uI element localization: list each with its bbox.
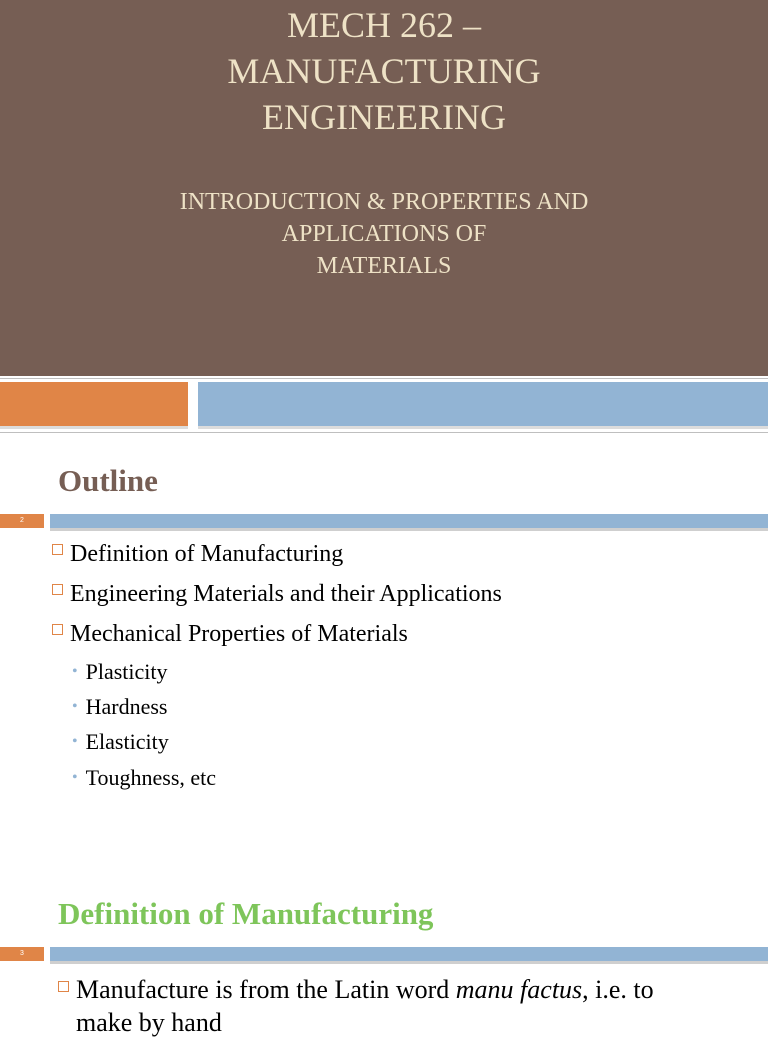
subtitle-line: INTRODUCTION & PROPERTIES AND [179, 189, 589, 215]
slide-number: 2 [0, 514, 44, 528]
bullet-text: Engineering Materials and their Applications [70, 581, 502, 607]
dot-bullet-icon: • [72, 733, 78, 750]
square-bullet-icon [58, 981, 69, 992]
sub-bullet-text: Hardness [85, 694, 168, 719]
main-title-line: MECH 262 – [286, 5, 481, 45]
bullet-text: Mechanical Properties of Materials [70, 621, 408, 647]
title-slide [0, 0, 768, 376]
accent-band-blue [198, 382, 768, 426]
bullet-continuation: make by hand [76, 1008, 222, 1037]
sub-bullet-item [72, 659, 168, 685]
dot-bullet-icon: • [72, 698, 78, 715]
slide-divider [0, 378, 768, 379]
square-bullet-icon [52, 544, 63, 555]
bullet-text: , i.e. to [582, 975, 654, 1004]
slide-header-shadow [50, 961, 768, 964]
sub-bullet-item [72, 729, 169, 755]
sub-bullet-item [72, 765, 216, 791]
bullet-text: Definition of Manufacturing [70, 541, 344, 567]
slide-number: 3 [0, 947, 44, 961]
sub-bullet-text: Elasticity [85, 729, 169, 754]
subtitle-line: APPLICATIONS OF [281, 221, 487, 247]
subtitle [0, 186, 768, 282]
bullet-text: Manufacture is from the Latin word [76, 975, 456, 1004]
slide-header-shadow [50, 528, 768, 531]
band-shadow [198, 426, 768, 429]
bullet-item [58, 975, 654, 1005]
bullet-item [52, 541, 343, 568]
accent-band-orange [0, 382, 188, 426]
slide-heading-definition: Definition of Manufacturing [58, 896, 434, 931]
square-bullet-icon [52, 624, 63, 635]
band-shadow [0, 426, 188, 429]
slide-header-bar [50, 947, 768, 961]
sub-bullet-item [72, 694, 167, 720]
latin-term: manu factus [455, 975, 583, 1004]
slide-heading-outline: Outline [58, 463, 158, 498]
main-title-line: MANUFACTURING [227, 51, 541, 91]
slide-divider [0, 432, 768, 433]
bullet-item [52, 621, 408, 648]
dot-bullet-icon: • [72, 769, 78, 786]
subtitle-line: MATERIALS [316, 253, 452, 279]
main-title [0, 2, 768, 140]
bullet-item [52, 581, 502, 608]
sub-bullet-text: Plasticity [85, 659, 168, 684]
dot-bullet-icon: • [72, 663, 78, 680]
square-bullet-icon [52, 584, 63, 595]
main-title-line: ENGINEERING [262, 97, 506, 137]
slide-header-bar [50, 514, 768, 528]
sub-bullet-text: Toughness, etc [85, 765, 217, 790]
